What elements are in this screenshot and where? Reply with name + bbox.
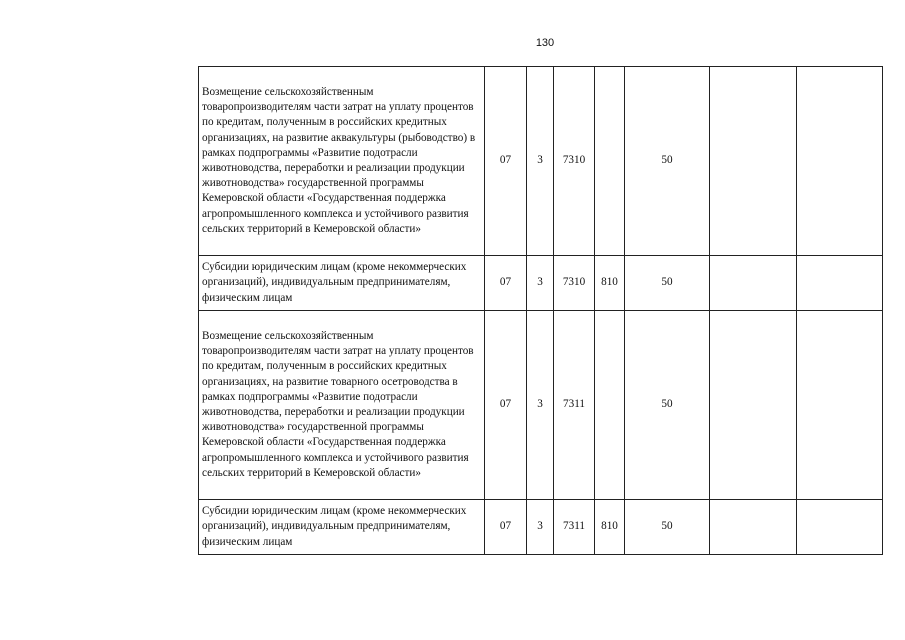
- amount-cell: [710, 256, 797, 311]
- table-row: [199, 500, 883, 555]
- page-number: 130: [535, 37, 555, 49]
- target-article-code: 7311: [554, 311, 595, 500]
- kosgu-code: 50: [625, 500, 710, 555]
- amount-cell: [710, 311, 797, 500]
- table-row: [199, 67, 883, 256]
- subprogram-code: 3: [527, 311, 554, 500]
- target-article-code: 7310: [554, 256, 595, 311]
- row-description: Возмещение сельскохозяйственным товаропроизводителям части затрат на уплату процентов по кредитам, полученным в российских кредитных организациях, на развитие аквакультуры (рыбоводство) в рамках подпрограммы «Развитие подотрасли животноводства, переработки и реализации продукции животноводства» государственной программы Кемеровской области «Государственная поддержка агропромышленного комплекса и устойчивого развития сельских территорий в Кемеровской области»: [199, 67, 485, 256]
- section-code: 07: [485, 311, 527, 500]
- row-description: Субсидии юридическим лицам (кроме некоммерческих организаций), индивидуальным предпринимателям, физическим лицам: [199, 256, 485, 311]
- kosgu-code: 50: [625, 67, 710, 256]
- expense-type-code: [595, 311, 625, 500]
- expense-type-code: 810: [595, 256, 625, 311]
- amount-cell: [710, 67, 797, 256]
- section-code: 07: [485, 67, 527, 256]
- target-article-code: 7310: [554, 67, 595, 256]
- amount-cell: [797, 311, 883, 500]
- subprogram-code: 3: [527, 500, 554, 555]
- amount-cell: [797, 500, 883, 555]
- table-row: [199, 311, 883, 500]
- expense-type-code: 810: [595, 500, 625, 555]
- expense-type-code: [595, 67, 625, 256]
- subprogram-code: 3: [527, 256, 554, 311]
- budget-table: [198, 66, 883, 555]
- amount-cell: [710, 500, 797, 555]
- subprogram-code: 3: [527, 67, 554, 256]
- section-code: 07: [485, 500, 527, 555]
- target-article-code: 7311: [554, 500, 595, 555]
- kosgu-code: 50: [625, 311, 710, 500]
- row-description: Субсидии юридическим лицам (кроме некоммерческих организаций), индивидуальным предпринимателям, физическим лицам: [199, 500, 485, 555]
- kosgu-code: 50: [625, 256, 710, 311]
- table-row: [199, 256, 883, 311]
- amount-cell: [797, 67, 883, 256]
- amount-cell: [797, 256, 883, 311]
- section-code: 07: [485, 256, 527, 311]
- row-description: Возмещение сельскохозяйственным товаропроизводителям части затрат на уплату процентов по кредитам, полученным в российских кредитных организациях, на развитие товарного осетроводства в рамках подпрограммы «Развитие подотрасли животноводства, переработки и реализации продукции животноводства» государственной программы Кемеровской области «Государственная поддержка агропромышленного комплекса и устойчивого развития сельских территорий в Кемеровской области»: [199, 311, 485, 500]
